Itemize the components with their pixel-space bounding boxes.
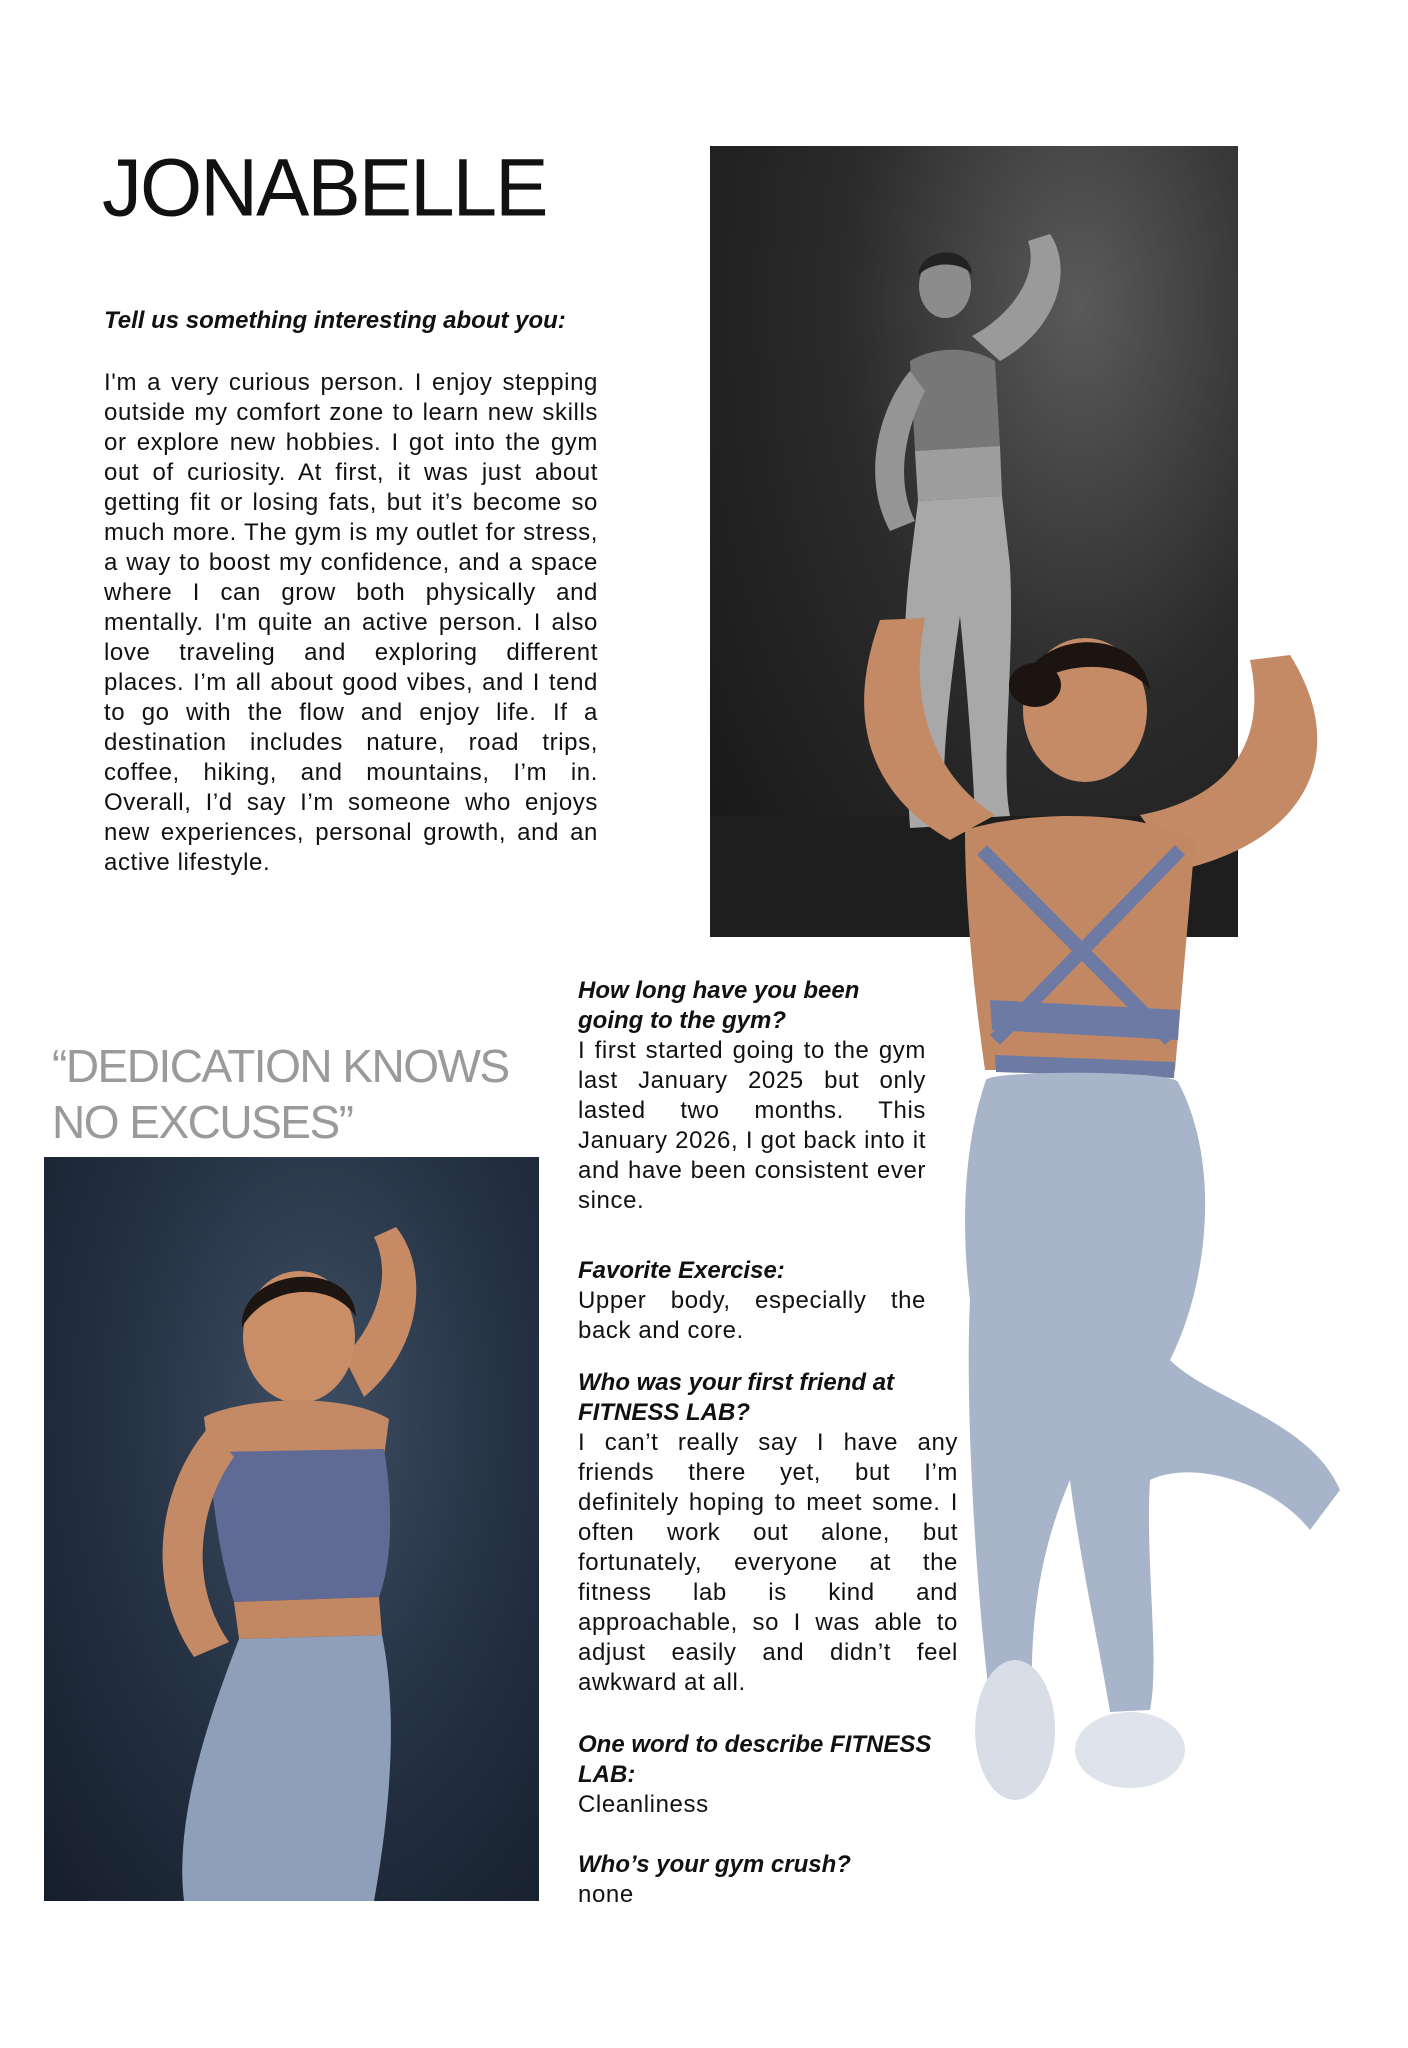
interview-block-gym-duration <box>578 976 926 1216</box>
page-title: JONABELLE <box>102 142 547 233</box>
answer-gym-duration: I first started going to the gym last January 2025 but only lasted two months. This January 2026, I got back into it and have been consistent ever since. <box>578 1037 926 1214</box>
pull-quote-line-1: “DEDICATION KNOWS <box>52 1040 509 1092</box>
question-gym-crush: Who’s your gym crush? <box>578 1851 851 1878</box>
color-figure-illustration <box>44 1157 539 1901</box>
answer-one-word: Cleanliness <box>578 1791 709 1818</box>
interview-block-one-word <box>578 1730 958 1820</box>
question-first-friend: Who was your first friend at FITNESS LAB? <box>578 1369 895 1426</box>
question-one-word: One word to describe FITNESS LAB: <box>578 1731 932 1788</box>
question-gym-duration: How long have you been going to the gym? <box>578 977 860 1034</box>
answer-gym-crush: none <box>578 1881 634 1908</box>
question-interesting: Tell us something interesting about you: <box>104 307 566 334</box>
photo-color-smiling-flex <box>44 1157 539 1901</box>
interview-block-favorite-exercise <box>578 1256 926 1346</box>
interview-block-interesting <box>104 306 598 878</box>
question-favorite-exercise: Favorite Exercise: <box>578 1257 785 1284</box>
interview-block-first-friend <box>578 1368 958 1698</box>
answer-interesting: I'm a very curious person. I enjoy stepping outside my comfort zone to learn new skills or explore new hobbies. I got into the gym out of curiosity. At first, it was just about getting fit or losing fats, but it’s become so much more. The gym is my outlet for stress, a way to boost my confidence, and a space where I can grow both physically and mentally. I'm quite an active person. I also love traveling and exploring different places. I’m all about good vibes, and I tend to go with the flow and enjoy life. If a destination includes nature, road trips, coffee, hiking, and mountains, I’m in. Overall, I’d say I’m someone who enjoys new experiences, personal growth, and an active lifestyle. <box>104 369 598 876</box>
pull-quote-line-2: NO EXCUSES” <box>52 1096 353 1148</box>
answer-favorite-exercise: Upper body, especially the back and core. <box>578 1287 926 1344</box>
pull-quote <box>52 1038 509 1150</box>
interview-block-gym-crush <box>578 1850 958 1910</box>
answer-first-friend: I can’t really say I have any friends there yet, but I’m definitely hoping to meet some. I often work out alone, but fortunately, everyone at the fitness lab is kind and approachable, so I was able to adjust easily and didn’t feel awkward at all. <box>578 1429 958 1696</box>
